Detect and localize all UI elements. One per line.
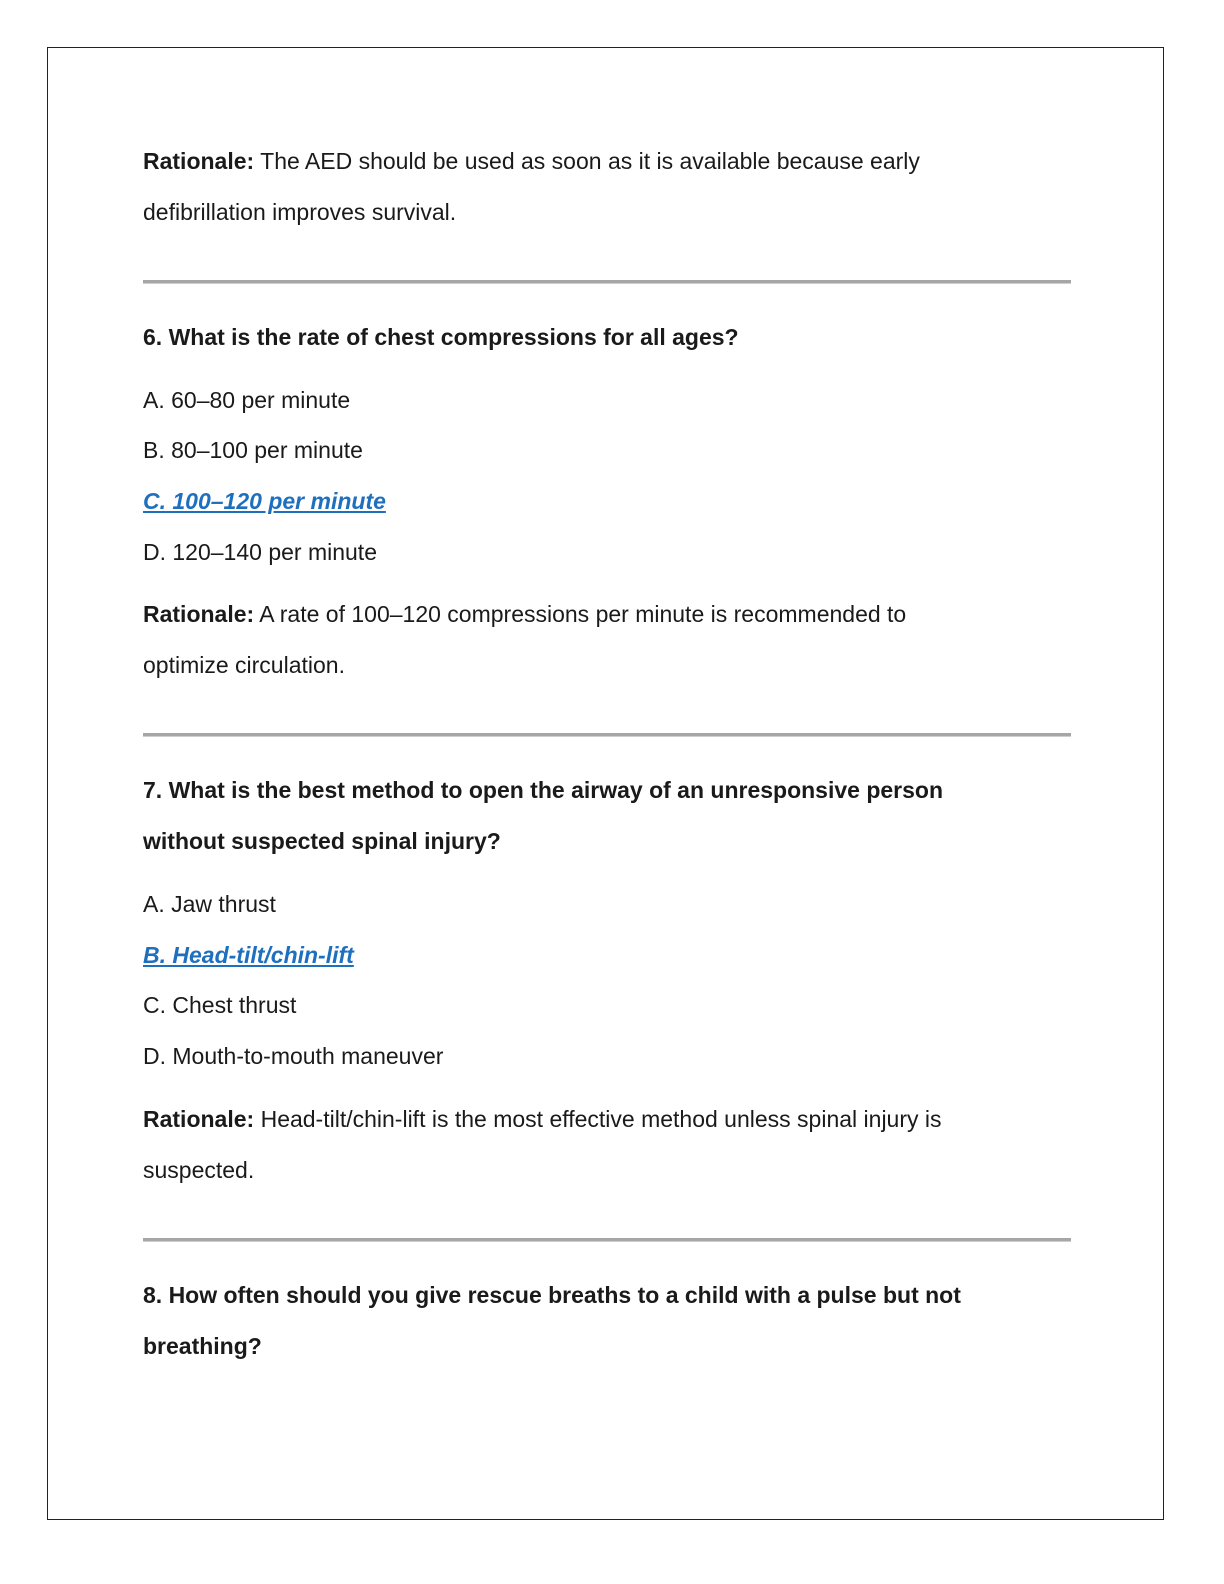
question-6-option-c-correct[interactable]: C. 100–120 per minute <box>143 488 386 514</box>
question-7-title-line1: 7. What is the best method to open the airway of an unresponsive person <box>143 777 944 803</box>
rationale-q6-line2: optimize circulation. <box>143 652 345 678</box>
rationale-label: Rationale: <box>143 148 255 174</box>
section-divider <box>143 733 1071 737</box>
rationale-q5-line2: defibrillation improves survival. <box>143 199 457 225</box>
question-6-option-b: B. 80–100 per minute <box>143 437 363 463</box>
rationale-text: The AED should be used as soon as it is available because early <box>254 148 920 174</box>
rationale-text: A rate of 100–120 compressions per minute is recommended to <box>254 601 907 627</box>
question-7-option-a: A. Jaw thrust <box>143 891 276 917</box>
question-7-option-d: D. Mouth-to-mouth maneuver <box>143 1043 444 1069</box>
rationale-label: Rationale: <box>143 601 255 627</box>
question-7-title-line2: without suspected spinal injury? <box>143 828 501 854</box>
section-divider <box>143 280 1071 284</box>
rationale-text: Head-tilt/chin-lift is the most effective method unless spinal injury is <box>254 1106 942 1132</box>
question-8-title-line2: breathing? <box>143 1333 262 1359</box>
question-6-title: 6. What is the rate of chest compressions for all ages? <box>143 324 739 350</box>
question-6-option-a: A. 60–80 per minute <box>143 387 351 413</box>
rationale-q6-line1 <box>143 599 906 629</box>
rationale-q7-line2: suspected. <box>143 1157 255 1183</box>
rationale-q5-line1 <box>143 146 920 176</box>
rationale-q7-line1 <box>143 1104 942 1134</box>
question-7-option-c: C. Chest thrust <box>143 992 297 1018</box>
question-6-option-d: D. 120–140 per minute <box>143 539 377 565</box>
question-8-title-line1: 8. How often should you give rescue breaths to a child with a pulse but not <box>143 1282 961 1308</box>
question-7-option-b-correct[interactable]: B. Head-tilt/chin-lift <box>143 942 354 968</box>
rationale-label: Rationale: <box>143 1106 255 1132</box>
section-divider <box>143 1238 1071 1242</box>
